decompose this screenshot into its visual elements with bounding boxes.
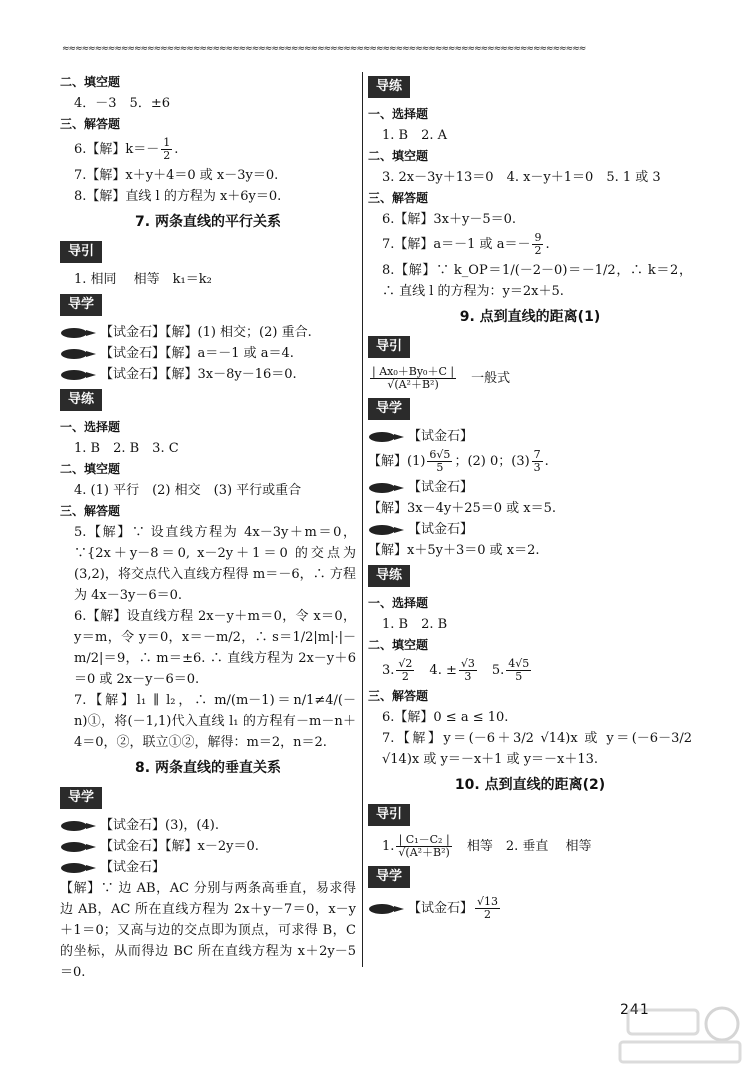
column-divider	[362, 72, 363, 967]
pencil-icon	[60, 840, 96, 853]
section-header-daoxue: 导学	[368, 866, 410, 888]
answer-q5: 5.【解】∵ 设直线方程为 4x－3y＋m＝0，∵{2x＋y－8＝0, x－2y＋1＝0 的交点为(3,2)，将交点代入直线方程得 m＝－6，∴ 方程为 4x－3y－6＝0.	[74, 525, 356, 603]
answer-line	[368, 477, 692, 498]
answer-text: 【解】(1)	[368, 454, 426, 469]
answer-text: 【试金石】	[408, 480, 474, 495]
answer-q7	[368, 230, 692, 260]
answer-line	[60, 322, 356, 343]
section-header-daoyin: 导引	[368, 804, 410, 826]
answer-q6	[60, 135, 356, 165]
section-header-daoxue: 导学	[368, 398, 410, 420]
section-solve: 三、解答题	[60, 117, 121, 131]
answer-line: 4．－3 5．±6	[74, 96, 170, 111]
answer-line: 【解】3x－4y＋25＝0 或 x＝5.	[368, 501, 557, 516]
answer-line	[60, 364, 356, 385]
answer-text: 【试金石】	[408, 901, 474, 916]
answer-text: 3.	[382, 663, 395, 678]
answer-line: 1. B 2. B	[382, 617, 448, 632]
section-fill-blank: 二、填空题	[368, 149, 429, 163]
top-ornament-border: ≈≈≈≈≈≈≈≈≈≈≈≈≈≈≈≈≈≈≈≈≈≈≈≈≈≈≈≈≈≈≈≈≈≈≈≈≈≈≈≈≈≈≈≈≈≈≈≈≈≈≈≈≈≈≈≈≈≈≈≈≈≈≈≈≈≈≈≈≈≈≈≈≈≈≈≈≈≈≈≈	[62, 44, 586, 54]
section-solve: 三、解答题	[60, 504, 121, 518]
section-solve: 三、解答题	[368, 689, 429, 703]
section-header-daolian: 导练	[368, 565, 410, 587]
answer-line	[368, 832, 692, 862]
fraction: $\frac{√2}{2}$	[398, 657, 413, 683]
answer-q7: 7.【解】l₁ ∥ l₂，∴ m/(m－1)＝n/1≠4/(－n)①，将(－1,1)代入直线 l₁ 的方程有－m－n＋4＝0，②，联立①②，解得：m＝2，n＝2.	[74, 693, 356, 750]
answer-text: 【试金石】	[408, 429, 474, 444]
fraction: $\frac{√13}{2}$	[477, 895, 499, 921]
pencil-icon	[368, 481, 404, 494]
answer-text: 【试金石】	[100, 860, 166, 875]
pencil-icon	[60, 368, 96, 381]
section-choice: 一、选择题	[368, 107, 429, 121]
answer-line: 1. B 2. B 3. C	[74, 441, 179, 456]
answer-text: .	[174, 142, 179, 157]
fraction: $\frac{6√5}{5}$	[429, 448, 451, 474]
section-choice: 一、选择题	[368, 596, 429, 610]
answer-line	[368, 447, 692, 477]
answer-text: 【试金石】【解】3x－8y－16＝0.	[100, 367, 297, 382]
answer-line	[60, 815, 356, 836]
pencil-icon	[368, 430, 404, 443]
answer-text: .	[544, 454, 549, 469]
lesson-title: 10. 点到直线的距离(2)	[454, 777, 606, 793]
pencil-icon	[60, 326, 96, 339]
pencil-icon	[60, 347, 96, 360]
right-column	[368, 72, 692, 924]
section-header-daoxue: 导学	[60, 294, 102, 316]
lesson-title: 7. 两条直线的平行关系	[135, 214, 281, 230]
fraction: $\frac{1}{2}$	[163, 136, 171, 162]
answer-text: 6.【解】k＝－	[74, 142, 160, 157]
fraction: $\frac{7}{3}$	[533, 448, 541, 474]
answer-line: 1. 相同 相等 k₁＝k₂	[74, 272, 212, 287]
answer-line	[368, 894, 692, 924]
fraction: $\frac{9}{2}$	[534, 231, 542, 257]
answer-line: 【解】x＋5y＋3＝0 或 x＝2.	[368, 543, 540, 558]
distance-formula: $\frac{\text{| Ax₀＋By₀＋C |}}{\text{√(A²＋B²)}}$	[372, 365, 455, 391]
formula-line	[368, 364, 692, 394]
answer-text: 相等 2. 垂直 相等	[453, 839, 592, 854]
answer-q7: 7.【解】x＋y＋4＝0 或 x－3y＝0.	[74, 168, 279, 183]
answer-q8: 8.【解】直线 l 的方程为 x＋6y＝0.	[74, 189, 282, 204]
answer-line	[60, 343, 356, 364]
answer-q6: 6.【解】0 ≤ a ≤ 10.	[382, 710, 509, 725]
answer-line	[368, 519, 692, 540]
answer-line	[368, 426, 692, 447]
fraction: $\frac{\text{| C₁－C₂ |}}{\text{√(A²＋B²)}}$	[398, 833, 450, 859]
pencil-icon	[60, 861, 96, 874]
pencil-icon	[368, 902, 404, 915]
left-column	[60, 72, 356, 983]
answer-text: 【试金石】【解】x－2y＝0.	[100, 839, 259, 854]
answer-paragraph: 【解】∵ 边 AB，AC 分别与两条高垂直，易求得边 AB，AC 所在直线方程为 2x＋y－7＝0，x－y＋1＝0；又高与边的交点即为顶点，可求得 B，C 的坐标，从而得边 BC 所在直线方程为 x＋2y－5＝0.	[60, 881, 356, 980]
section-fill-blank: 二、填空题	[60, 75, 121, 89]
answer-text: 【试金石】	[408, 522, 474, 537]
answer-line: 3. 2x－3y＋13＝0 4. x－y＋1＝0 5. 1 或 3	[382, 170, 661, 185]
answer-line: 1. B 2. A	[382, 128, 448, 143]
answer-q6: 6.【解】设直线方程 2x－y＋m＝0，令 x＝0，y＝m，令 y＝0，x＝－m/2，∴ s＝1/2|m|·|－m/2|＝9，∴ m＝±6. ∴ 直线方程为 2x－y＋6＝0 或 2x－y－6＝0.	[74, 609, 356, 687]
lesson-title: 9. 点到直线的距离(1)	[459, 309, 601, 325]
answer-text: 【试金石】(3)，(4).	[100, 818, 219, 833]
answer-line	[60, 836, 356, 857]
answer-q8: 8.【解】∵ k_OP＝1/(－2－0)＝－1/2，∴ k＝2，∴ 直线 l 的方程为：y＝2x＋5.	[382, 263, 692, 299]
section-fill-blank: 二、填空题	[368, 638, 429, 652]
section-fill-blank: 二、填空题	[60, 462, 121, 476]
answer-text: .	[545, 237, 550, 252]
section-header-daoxue: 导学	[60, 787, 102, 809]
pencil-icon	[60, 819, 96, 832]
section-header-daoyin: 导引	[368, 336, 410, 358]
pencil-icon	[368, 523, 404, 536]
watermark-logo	[600, 1002, 745, 1068]
answer-text: ；(2) 0；(3)	[454, 454, 530, 469]
answer-text: 1.	[382, 839, 395, 854]
answer-line: 4. (1) 平行 (2) 相交 (3) 平行或重合	[74, 483, 302, 498]
fraction: $\frac{√3}{3}$	[460, 657, 475, 683]
page-number: 241	[620, 1002, 650, 1018]
lesson-title: 8. 两条直线的垂直关系	[135, 760, 281, 776]
answer-text: 5.	[478, 663, 505, 678]
fraction: $\frac{4√5}{5}$	[508, 657, 530, 683]
answer-line	[60, 857, 356, 878]
answer-line	[368, 656, 692, 686]
answer-text: 4. ±	[416, 663, 457, 678]
answer-q7: 7.【解】y＝(－6＋3/2 √14)x 或 y＝(－6－3/2 √14)x 或 y＝－x＋1 或 y＝－x＋13.	[382, 731, 692, 767]
section-choice: 一、选择题	[60, 420, 121, 434]
formula-note: 一般式	[458, 371, 511, 386]
section-solve: 三、解答题	[368, 191, 429, 205]
answer-text: 【试金石】【解】(1) 相交；(2) 重合.	[100, 325, 312, 340]
answer-text: 【试金石】【解】a＝－1 或 a＝4.	[100, 346, 294, 361]
section-header-daoyin: 导引	[60, 241, 102, 263]
section-header-daolian: 导练	[60, 389, 102, 411]
answer-q6: 6.【解】3x＋y－5＝0.	[382, 212, 517, 227]
answer-text: 7.【解】a＝－1 或 a＝－	[382, 237, 531, 252]
section-header-daolian: 导练	[368, 76, 410, 98]
